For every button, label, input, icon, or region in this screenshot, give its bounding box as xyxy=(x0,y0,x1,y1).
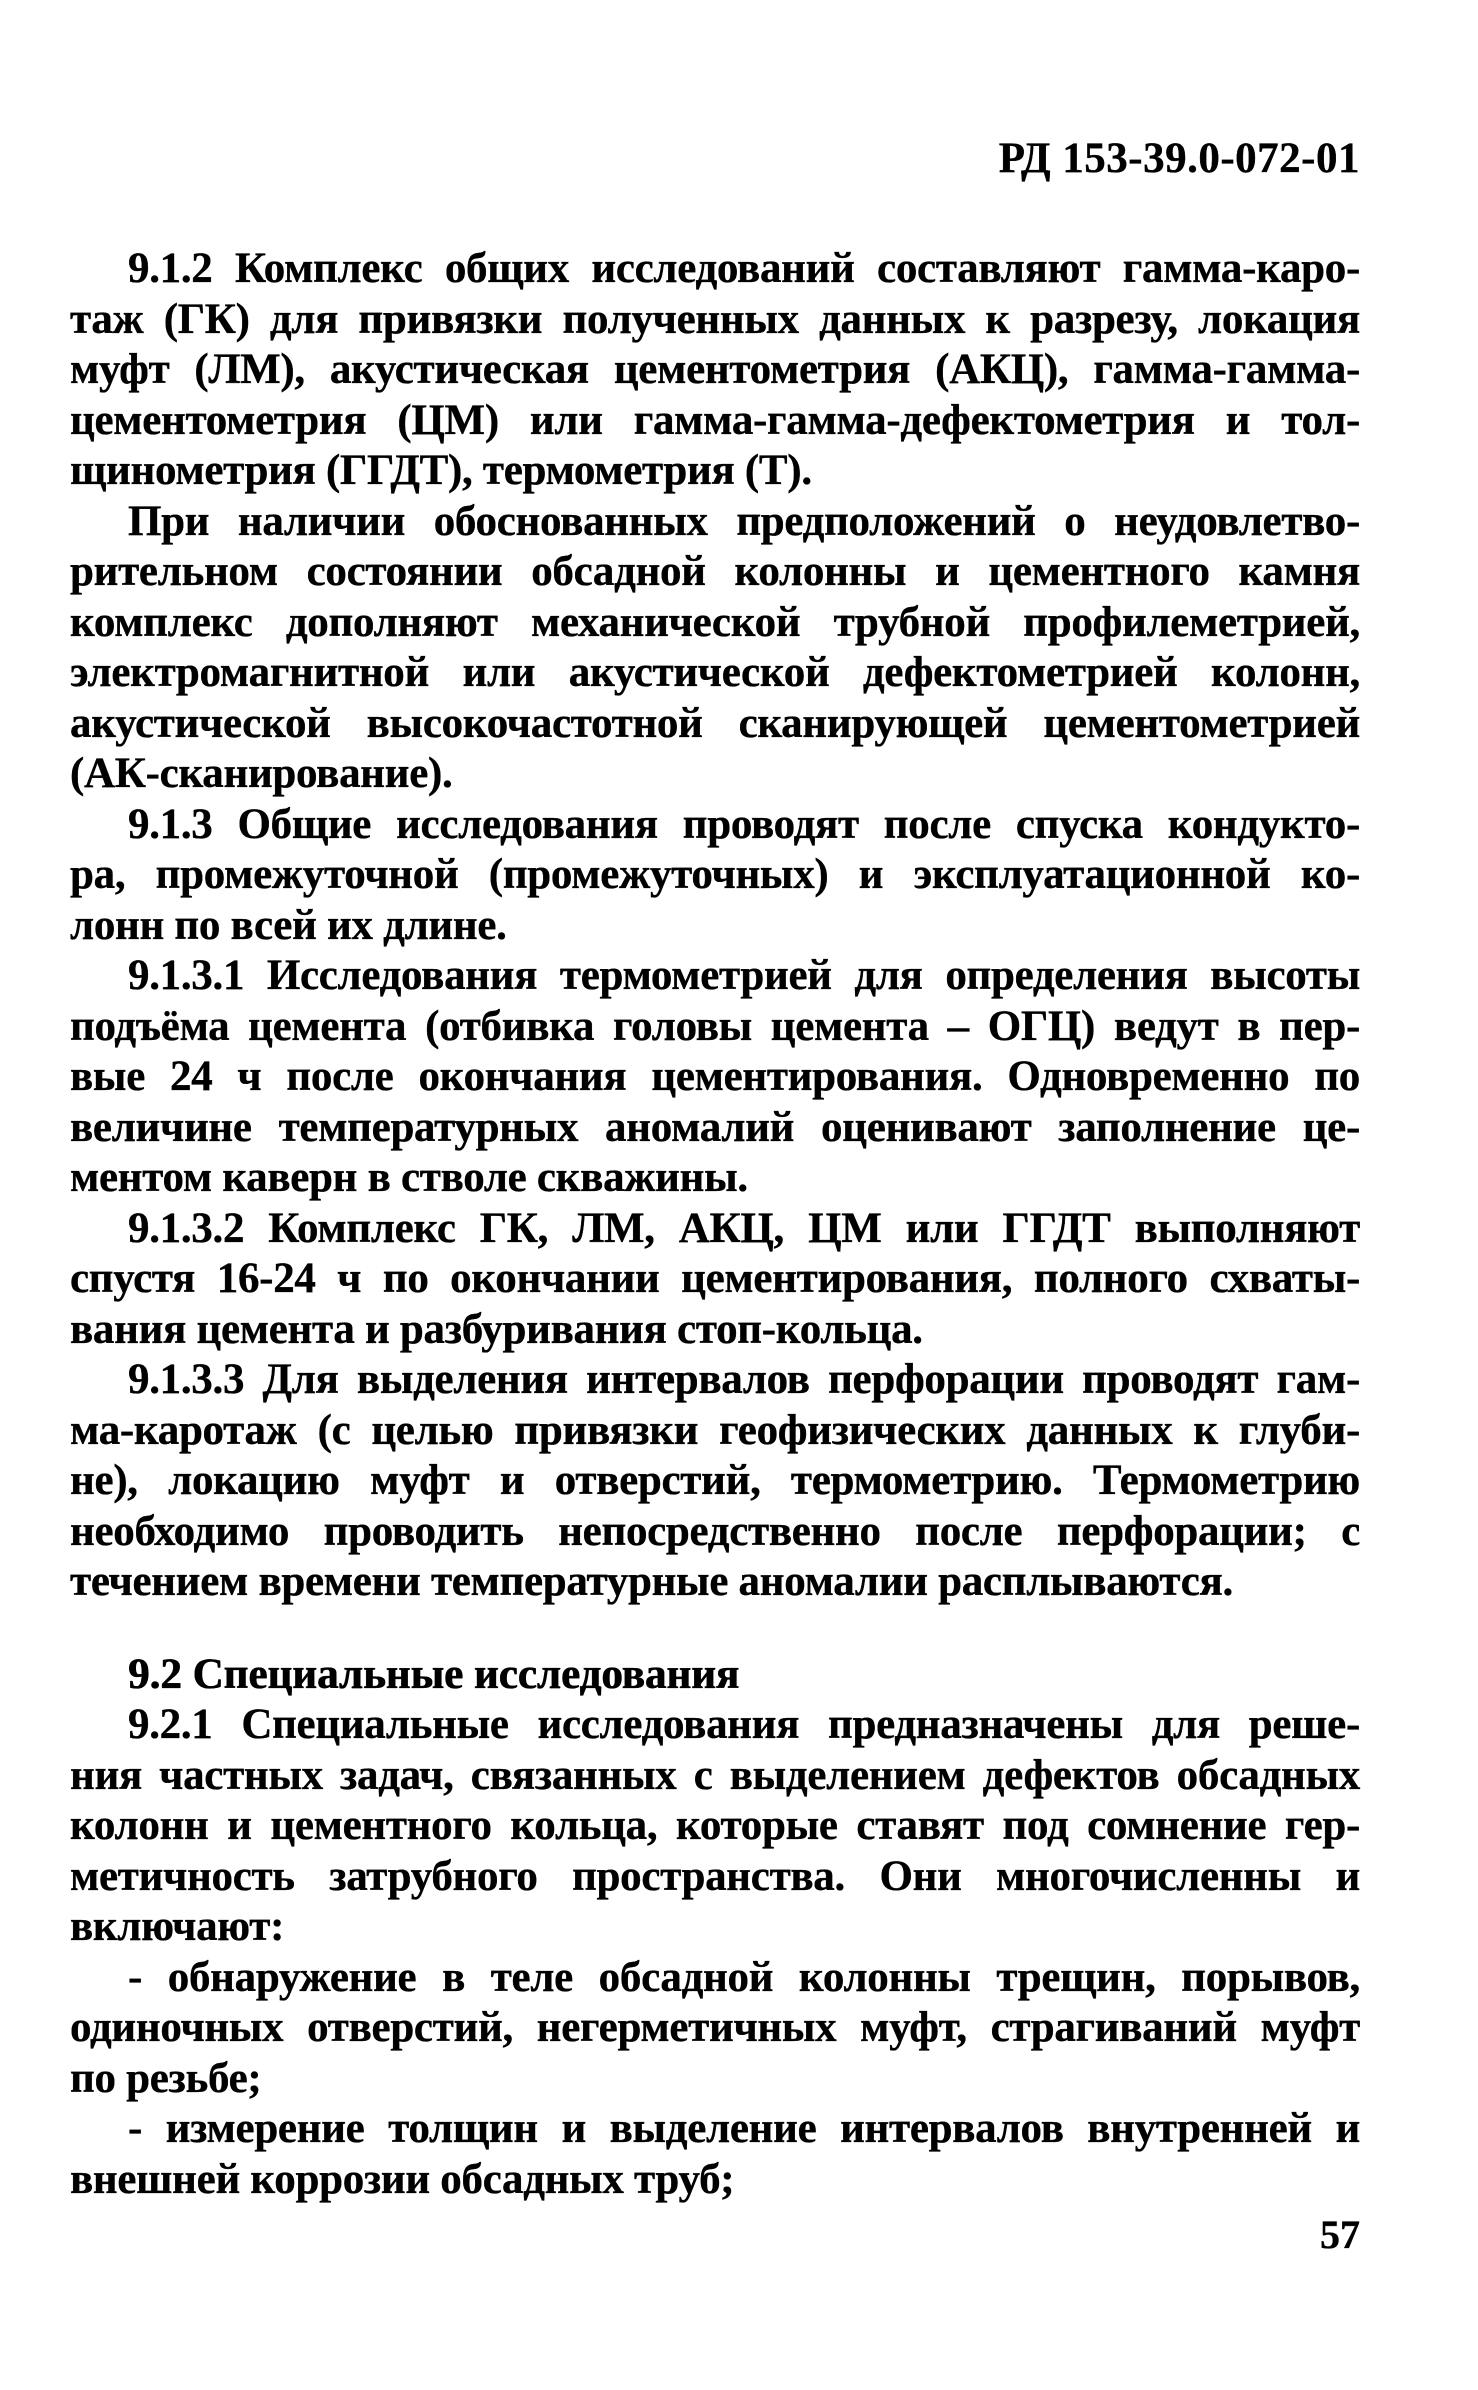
paragraph xyxy=(70,1355,1360,1608)
list-item xyxy=(70,2104,1360,2205)
document-number: РД 153-39.0-072-01 xyxy=(998,135,1360,182)
paragraph xyxy=(70,497,1360,800)
text-line: колонн и цементного кольца, которые ставят под сомнение гер- xyxy=(70,1802,1360,1849)
section-heading xyxy=(70,1650,1360,1701)
document-body xyxy=(70,244,1360,2205)
page-number: 57 xyxy=(1320,2212,1360,2257)
paragraph xyxy=(70,244,1360,497)
text-line: рительном состоянии обсадной колонны и цементного камня xyxy=(70,548,1360,595)
text-line: 9.1.2 Комплекс общих исследований составляют гамма-каро- xyxy=(128,245,1360,292)
text-line: 9.1.3.2 Комплекс ГК, ЛМ, АКЦ, ЦМ или ГГДТ выполняют xyxy=(128,1204,1360,1252)
text-line: течением времени температурные аномалии расплываются. xyxy=(70,1558,1233,1605)
text-line: одиночных отверстий, негерметичных муфт, страгиваний муфт xyxy=(70,2004,1360,2051)
text-line: ра, промежуточной (промежуточных) и эксплуатационной ко- xyxy=(70,851,1360,898)
text-line: комплекс дополняют механической трубной профилеметрией, xyxy=(70,598,1360,646)
text-line: ма-каротаж (с целью привязки геофизических данных к глуби- xyxy=(70,1406,1360,1454)
text-line: 9.1.3 Общие исследования проводят после спуска кондукто- xyxy=(128,800,1360,848)
text-line: метичность затрубного пространства. Они многочисленны и xyxy=(70,1852,1360,1900)
text-line: 9.2.1 Специальные исследования предназначены для реше- xyxy=(128,1701,1360,1748)
text-line: 9.1.3.3 Для выделения интервалов перфорации проводят гам- xyxy=(128,1356,1360,1403)
text-line: внешней коррозии обсадных труб; xyxy=(70,2155,735,2203)
text-line: 9.2 Специальные исследования xyxy=(128,1650,740,1698)
text-line: (АК-сканирование). xyxy=(70,750,453,797)
text-line: ментом каверн в стволе скважины. xyxy=(70,1154,748,1201)
text-line: включают: xyxy=(70,1903,285,1950)
text-line: - измерение толщин и выделение интервалов внутренней и xyxy=(128,2105,1360,2152)
text-line: муфт (ЛМ), акустическая цементометрия (АКЦ), гамма-гамма- xyxy=(70,346,1360,393)
text-line: таж (ГК) для привязки полученных данных к разрезу, локация xyxy=(70,295,1360,343)
text-line: спустя 16-24 ч по окончании цементирования, полного схваты- xyxy=(70,1255,1360,1302)
text-line: подъёма цемента (отбивка головы цемента – ОГЦ) ведут в пер- xyxy=(70,1002,1360,1050)
text-line: не), локацию муфт и отверстий, термометрию. Термометрию xyxy=(70,1457,1360,1504)
text-line: - обнаружение в теле обсадной колонны трещин, порывов, xyxy=(128,1953,1360,2001)
text-line: по резьбе; xyxy=(70,2054,262,2102)
list-item xyxy=(70,1953,1360,2105)
text-line: цементометрия (ЦМ) или гамма-гамма-дефектометрия и тол- xyxy=(70,396,1360,444)
paragraph xyxy=(70,951,1360,1204)
text-line: 9.1.3.1 Исследования термометрией для определения высоты xyxy=(128,952,1360,999)
text-line: При наличии обоснованных предположений о неудовлетво- xyxy=(128,497,1360,545)
text-line: величине температурных аномалий оценивают заполнение це- xyxy=(70,1103,1360,1151)
paragraph xyxy=(70,800,1360,952)
text-line: вания цемента и разбуривания стоп-кольца. xyxy=(70,1305,923,1353)
paragraph xyxy=(70,1700,1360,1953)
text-line: акустической высокочастотной сканирующей цементометрией xyxy=(70,699,1360,747)
text-line: электромагнитной или акустической дефектометрией колонн, xyxy=(70,649,1360,696)
text-line: необходимо проводить непосредственно после перфорации; с xyxy=(70,1507,1360,1555)
text-line: щинометрия (ГГДТ), термометрия (Т). xyxy=(70,447,812,494)
text-line: лонн по всей их длине. xyxy=(70,901,507,949)
paragraph xyxy=(70,1204,1360,1356)
text-line: ния частных задач, связанных с выделением дефектов обсадных xyxy=(70,1751,1360,1799)
text-line: вые 24 ч после окончания цементирования. Одновременно по xyxy=(70,1053,1360,1100)
